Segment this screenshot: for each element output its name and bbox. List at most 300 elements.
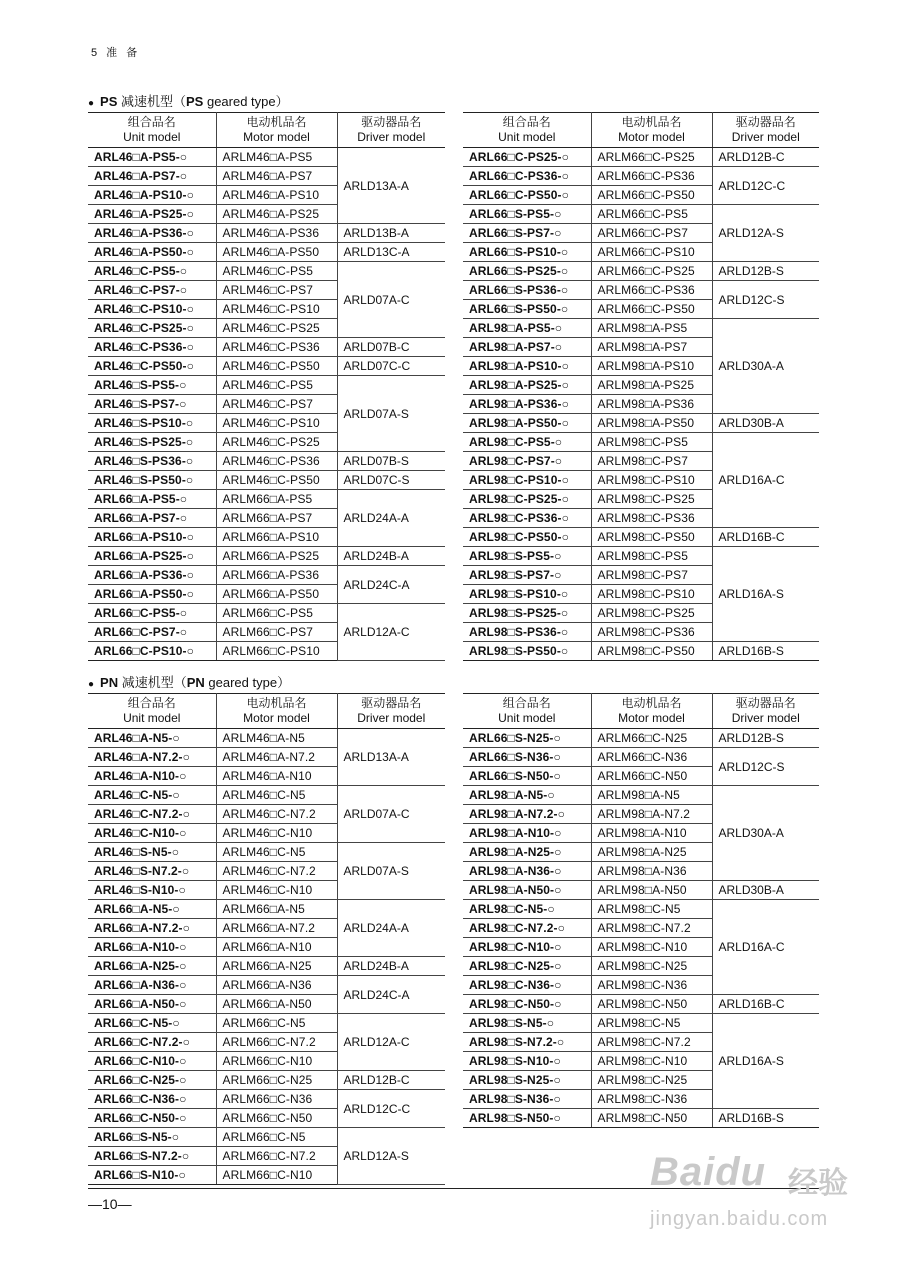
table-row [463,319,819,338]
driver-model-cell: ARLD07A-C [337,786,445,843]
driver-model-header-zh: 驱动器品名 [361,696,422,710]
table-row [463,748,819,767]
motor-model-cell: ARLM66□C-PS50 [591,300,712,319]
unit-model-cell: ARL66□C-PS25-○ [463,148,591,167]
motor-model-cell: ARLM46□C-N5 [216,786,337,805]
unit-model-cell: ARL66□C-N7.2-○ [88,1033,216,1052]
driver-model-header [712,113,819,148]
motor-model-cell: ARLM98□A-PS7 [591,338,712,357]
table-row [88,604,445,623]
motor-model-cell: ARLM98□C-N10 [591,1052,712,1071]
motor-model-cell: ARLM98□A-PS50 [591,414,712,433]
table-row [88,566,445,585]
unit-model-cell: ARL66□S-N5-○ [88,1128,216,1147]
motor-model-header [216,113,337,148]
motor-model-cell: ARLM98□A-PS5 [591,319,712,338]
motor-model-cell: ARLM66□C-PS36 [591,167,712,186]
motor-model-cell: ARLM98□C-PS25 [591,604,712,623]
motor-model-cell: ARLM98□A-N7.2 [591,805,712,824]
table-row [463,881,819,900]
unit-model-cell: ARL66□A-N25-○ [88,957,216,976]
unit-model-cell: ARL98□A-N50-○ [463,881,591,900]
unit-model-cell: ARL66□A-PS7-○ [88,509,216,528]
motor-model-cell: ARLM46□A-PS5 [216,148,337,167]
unit-model-cell: ARL66□S-PS50-○ [463,300,591,319]
unit-model-cell: ARL46□C-PS25-○ [88,319,216,338]
motor-model-cell: ARLM46□C-PS36 [216,452,337,471]
table-row [88,1128,445,1147]
unit-model-cell: ARL98□A-N36-○ [463,862,591,881]
motor-model-cell: ARLM66□C-N7.2 [216,1147,337,1166]
motor-model-cell: ARLM98□C-PS36 [591,509,712,528]
unit-model-cell: ARL98□C-PS36-○ [463,509,591,528]
motor-model-cell: ARLM46□A-PS10 [216,186,337,205]
unit-model-cell: ARL98□C-PS10-○ [463,471,591,490]
motor-model-cell: ARLM66□C-PS7 [216,623,337,642]
motor-model-cell: ARLM66□A-N7.2 [216,919,337,938]
motor-model-cell: ARLM98□A-N5 [591,786,712,805]
unit-model-cell: ARL66□C-N50-○ [88,1109,216,1128]
section-pn-suffix: geared type） [204,675,291,690]
unit-model-header [88,113,216,148]
motor-model-cell: ARLM46□A-PS50 [216,243,337,262]
unit-model-cell: ARL66□C-PS5-○ [88,604,216,623]
watermark-url: jingyan.baidu.com [650,1208,829,1230]
table-row [88,976,445,995]
motor-model-cell: ARLM66□C-N10 [216,1166,337,1185]
unit-model-cell: ARL66□A-PS10-○ [88,528,216,547]
motor-model-header-zh: 电动机品名 [246,696,307,710]
motor-model-cell: ARLM98□A-PS25 [591,376,712,395]
unit-model-cell: ARL66□S-PS5-○ [463,205,591,224]
unit-model-cell: ARL66□S-PS10-○ [463,243,591,262]
unit-model-cell: ARL46□C-N7.2-○ [88,805,216,824]
bullet-icon: ● [88,679,95,690]
motor-model-cell: ARLM98□C-N7.2 [591,1033,712,1052]
motor-model-header-zh: 电动机品名 [246,115,307,129]
driver-model-header [712,694,819,729]
unit-model-cell: ARL46□A-N5-○ [88,729,216,748]
motor-model-cell: ARLM46□C-N10 [216,824,337,843]
unit-model-cell: ARL66□C-PS7-○ [88,623,216,642]
driver-model-cell: ARLD07B-S [337,452,445,471]
section-ps-prefix: PS [100,94,118,109]
motor-model-cell: ARLM66□A-PS50 [216,585,337,604]
unit-model-cell: ARL98□C-N25-○ [463,957,591,976]
motor-model-cell: ARLM66□A-PS5 [216,490,337,509]
table-row [88,490,445,509]
driver-model-cell: ARLD30A-A [712,319,819,414]
driver-model-header-en: Driver model [731,130,800,144]
motor-model-cell: ARLM98□A-N36 [591,862,712,881]
motor-model-cell: ARLM98□C-N7.2 [591,919,712,938]
motor-model-cell: ARLM66□C-PS50 [591,186,712,205]
table-row [463,547,819,566]
motor-model-cell: ARLM98□C-PS36 [591,623,712,642]
motor-model-cell: ARLM46□C-PS25 [216,319,337,338]
motor-model-cell: ARLM66□C-PS25 [591,148,712,167]
motor-model-header-zh: 电动机品名 [621,696,682,710]
motor-model-cell: ARLM98□C-N10 [591,938,712,957]
motor-model-cell: ARLM98□C-N5 [591,1014,712,1033]
unit-model-cell: ARL66□S-N50-○ [463,767,591,786]
motor-model-header-en: Motor model [618,130,685,144]
motor-model-cell: ARLM98□A-N25 [591,843,712,862]
motor-model-cell: ARLM46□C-PS7 [216,281,337,300]
unit-model-cell: ARL98□A-PS10-○ [463,357,591,376]
unit-model-cell: ARL98□S-PS7-○ [463,566,591,585]
driver-model-cell: ARLD24A-A [337,900,445,957]
table-row [463,414,819,433]
unit-model-cell: ARL66□A-PS36-○ [88,566,216,585]
motor-model-cell: ARLM46□C-PS25 [216,433,337,452]
unit-model-cell: ARL46□S-N10-○ [88,881,216,900]
unit-model-cell: ARL98□S-N50-○ [463,1109,591,1128]
unit-model-header-zh: 组合品名 [502,115,551,129]
table-row [88,243,445,262]
section-pn-mid: 减速机型（ [118,675,187,690]
motor-model-header-en: Motor model [243,711,310,725]
motor-model-cell: ARLM46□C-PS50 [216,357,337,376]
unit-model-cell: ARL46□A-PS36-○ [88,224,216,243]
driver-model-cell: ARLD13A-A [337,148,445,224]
motor-model-cell: ARLM98□A-PS10 [591,357,712,376]
unit-model-cell: ARL98□C-N36-○ [463,976,591,995]
unit-model-cell: ARL98□A-PS36-○ [463,395,591,414]
motor-model-cell: ARLM98□C-PS7 [591,452,712,471]
motor-model-cell: ARLM46□C-PS36 [216,338,337,357]
baidu-watermark [620,1140,880,1260]
unit-model-header-en: Unit model [498,130,556,144]
motor-model-cell: ARLM66□C-PS7 [591,224,712,243]
motor-model-cell: ARLM66□C-N7.2 [216,1033,337,1052]
unit-model-cell: ARL46□S-N7.2-○ [88,862,216,881]
driver-model-header-en: Driver model [357,130,426,144]
motor-model-cell: ARLM46□A-N10 [216,767,337,786]
table-row [463,281,819,300]
unit-model-cell: ARL98□A-N25-○ [463,843,591,862]
table-row [463,642,819,661]
unit-model-cell: ARL66□C-N36-○ [88,1090,216,1109]
unit-model-cell: ARL46□A-N7.2-○ [88,748,216,767]
motor-model-cell: ARLM46□C-N7.2 [216,805,337,824]
motor-model-cell: ARLM98□C-PS10 [591,471,712,490]
table-row [463,995,819,1014]
unit-model-cell: ARL66□S-PS7-○ [463,224,591,243]
unit-model-cell: ARL98□C-N10-○ [463,938,591,957]
unit-model-cell: ARL98□A-PS7-○ [463,338,591,357]
driver-model-cell: ARLD07A-S [337,843,445,900]
unit-model-cell: ARL46□S-PS10-○ [88,414,216,433]
table-row [463,786,819,805]
motor-model-cell: ARLM66□C-N5 [216,1014,337,1033]
motor-model-cell: ARLM46□C-N7.2 [216,862,337,881]
unit-model-cell: ARL98□S-PS10-○ [463,585,591,604]
unit-model-cell: ARL46□C-PS5-○ [88,262,216,281]
driver-model-cell: ARLD12A-S [712,205,819,262]
unit-model-header-zh: 组合品名 [127,115,176,129]
driver-model-cell: ARLD12C-S [712,281,819,319]
unit-model-cell: ARL98□C-PS5-○ [463,433,591,452]
motor-model-cell: ARLM66□C-N5 [216,1128,337,1147]
table-row [463,1014,819,1033]
motor-model-cell: ARLM98□C-N5 [591,900,712,919]
unit-model-cell: ARL66□C-N10-○ [88,1052,216,1071]
motor-model-cell: ARLM46□C-PS5 [216,262,337,281]
driver-model-header-zh: 驱动器品名 [361,115,422,129]
driver-model-cell: ARLD16B-C [712,995,819,1014]
table-row [88,843,445,862]
table-row [463,433,819,452]
motor-model-cell: ARLM66□C-PS36 [591,281,712,300]
unit-model-cell: ARL66□A-PS5-○ [88,490,216,509]
table-row [463,148,819,167]
unit-model-cell: ARL66□A-N10-○ [88,938,216,957]
unit-model-cell: ARL66□A-N7.2-○ [88,919,216,938]
pn-table-right [463,693,819,1128]
section-title-ps [88,91,289,110]
motor-model-cell: ARLM98□C-N25 [591,1071,712,1090]
driver-model-cell: ARLD24B-A [337,957,445,976]
motor-model-cell: ARLM66□A-N25 [216,957,337,976]
unit-model-cell: ARL46□C-PS7-○ [88,281,216,300]
unit-model-cell: ARL46□C-PS36-○ [88,338,216,357]
motor-model-cell: ARLM66□A-PS36 [216,566,337,585]
motor-model-cell: ARLM98□A-N10 [591,824,712,843]
driver-model-header [337,113,445,148]
motor-model-cell: ARLM98□A-N50 [591,881,712,900]
table-row [88,338,445,357]
pn-table-left [88,693,445,1185]
unit-model-cell: ARL66□C-PS50-○ [463,186,591,205]
table-row [463,729,819,748]
table-row [88,900,445,919]
watermark-brand: Baidu [650,1150,767,1194]
unit-model-cell: ARL98□C-N5-○ [463,900,591,919]
driver-model-cell: ARLD12A-C [337,604,445,661]
motor-model-cell: ARLM66□C-N25 [591,729,712,748]
unit-model-cell: ARL98□C-N50-○ [463,995,591,1014]
driver-model-cell: ARLD12A-S [337,1128,445,1185]
table-row [88,786,445,805]
motor-model-cell: ARLM66□C-N36 [591,748,712,767]
driver-model-cell: ARLD07C-S [337,471,445,490]
table-row [463,262,819,281]
table-row [88,1090,445,1109]
unit-model-cell: ARL98□S-PS50-○ [463,642,591,661]
driver-model-cell: ARLD16B-S [712,642,819,661]
driver-model-cell: ARLD07C-C [337,357,445,376]
unit-model-cell: ARL66□S-N10-○ [88,1166,216,1185]
motor-model-cell: ARLM66□C-PS5 [591,205,712,224]
unit-model-cell: ARL46□C-PS50-○ [88,357,216,376]
table-row [463,1109,819,1128]
driver-model-cell: ARLD16A-C [712,900,819,995]
unit-model-cell: ARL98□S-PS5-○ [463,547,591,566]
unit-model-cell: ARL98□S-N5-○ [463,1014,591,1033]
unit-model-cell: ARL66□C-N25-○ [88,1071,216,1090]
unit-model-cell: ARL46□A-PS10-○ [88,186,216,205]
unit-model-cell: ARL98□S-N10-○ [463,1052,591,1071]
table-row [88,957,445,976]
unit-model-header-zh: 组合品名 [127,696,176,710]
driver-model-cell: ARLD24B-A [337,547,445,566]
motor-model-cell: ARLM46□C-PS50 [216,471,337,490]
driver-model-cell: ARLD12B-C [337,1071,445,1090]
motor-model-cell: ARLM98□A-PS36 [591,395,712,414]
driver-model-cell: ARLD12C-C [337,1090,445,1128]
motor-model-header [591,694,712,729]
unit-model-cell: ARL98□S-N36-○ [463,1090,591,1109]
table-row [463,167,819,186]
section-ps-bold2: PS [186,94,204,109]
motor-model-cell: ARLM66□C-PS5 [216,604,337,623]
motor-model-header-zh: 电动机品名 [621,115,682,129]
motor-model-cell: ARLM98□C-N36 [591,1090,712,1109]
motor-model-cell: ARLM98□C-PS5 [591,547,712,566]
motor-model-cell: ARLM66□C-N36 [216,1090,337,1109]
motor-model-cell: ARLM98□C-N36 [591,976,712,995]
unit-model-header [463,694,591,729]
motor-model-cell: ARLM98□C-N50 [591,1109,712,1128]
chapter-header: 5 准 备 [91,47,141,59]
motor-model-cell: ARLM66□C-N50 [591,767,712,786]
unit-model-cell: ARL66□S-N36-○ [463,748,591,767]
unit-model-cell: ARL46□S-PS25-○ [88,433,216,452]
driver-model-cell: ARLD12B-S [712,729,819,748]
unit-model-cell: ARL98□C-PS50-○ [463,528,591,547]
motor-model-cell: ARLM66□A-PS10 [216,528,337,547]
driver-model-cell: ARLD07B-C [337,338,445,357]
unit-model-cell: ARL66□S-PS36-○ [463,281,591,300]
motor-model-cell: ARLM46□C-PS10 [216,414,337,433]
driver-model-header-zh: 驱动器品名 [735,696,796,710]
motor-model-cell: ARLM66□A-PS7 [216,509,337,528]
unit-model-header-en: Unit model [123,711,181,725]
unit-model-cell: ARL46□C-N10-○ [88,824,216,843]
unit-model-cell: ARL66□S-PS25-○ [463,262,591,281]
motor-model-cell: ARLM66□A-N5 [216,900,337,919]
section-ps-mid: 减速机型（ [117,94,187,109]
unit-model-cell: ARL98□S-N7.2-○ [463,1033,591,1052]
unit-model-cell: ARL46□C-N5-○ [88,786,216,805]
unit-model-cell: ARL46□S-PS36-○ [88,452,216,471]
motor-model-cell: ARLM98□C-PS7 [591,566,712,585]
motor-model-cell: ARLM98□C-PS10 [591,585,712,604]
watermark-jingyan: 经验 [788,1167,848,1200]
section-ps-suffix: geared type） [203,94,289,109]
motor-model-cell: ARLM66□C-PS25 [591,262,712,281]
motor-model-cell: ARLM98□C-PS50 [591,642,712,661]
driver-model-cell: ARLD24C-A [337,566,445,604]
unit-model-cell: ARL46□A-PS50-○ [88,243,216,262]
unit-model-cell: ARL98□A-N10-○ [463,824,591,843]
unit-model-cell: ARL98□S-PS36-○ [463,623,591,642]
unit-model-header [463,113,591,148]
driver-model-cell: ARLD13A-A [337,729,445,786]
unit-model-cell: ARL46□A-PS25-○ [88,205,216,224]
unit-model-cell: ARL46□S-PS50-○ [88,471,216,490]
driver-model-cell: ARLD13C-A [337,243,445,262]
driver-model-header-en: Driver model [357,711,426,725]
table-row [88,1071,445,1090]
driver-model-cell: ARLD16A-C [712,433,819,528]
unit-model-cell: ARL66□C-PS10-○ [88,642,216,661]
unit-model-cell: ARL46□S-PS5-○ [88,376,216,395]
driver-model-cell: ARLD13B-A [337,224,445,243]
motor-model-cell: ARLM46□A-N7.2 [216,748,337,767]
motor-model-cell: ARLM98□C-PS25 [591,490,712,509]
motor-model-cell: ARLM66□A-N50 [216,995,337,1014]
motor-model-cell: ARLM66□A-N10 [216,938,337,957]
table-row [88,148,445,167]
driver-model-cell: ARLD16B-C [712,528,819,547]
unit-model-cell: ARL98□A-PS5-○ [463,319,591,338]
unit-model-cell: ARL46□A-N10-○ [88,767,216,786]
unit-model-cell: ARL98□S-N25-○ [463,1071,591,1090]
unit-model-cell: ARL46□S-N5-○ [88,843,216,862]
unit-model-header-en: Unit model [498,711,556,725]
driver-model-cell: ARLD24C-A [337,976,445,1014]
motor-model-header [216,694,337,729]
motor-model-cell: ARLM46□A-N5 [216,729,337,748]
unit-model-header-zh: 组合品名 [502,696,551,710]
unit-model-cell: ARL46□A-PS7-○ [88,167,216,186]
motor-model-cell: ARLM66□C-PS10 [216,642,337,661]
unit-model-cell: ARL66□A-N50-○ [88,995,216,1014]
unit-model-cell: ARL66□C-PS36-○ [463,167,591,186]
table-row [88,547,445,566]
motor-model-cell: ARLM98□C-N25 [591,957,712,976]
unit-model-cell: ARL98□C-N7.2-○ [463,919,591,938]
table-row [463,205,819,224]
motor-model-cell: ARLM66□A-N36 [216,976,337,995]
motor-model-cell: ARLM98□C-PS50 [591,528,712,547]
motor-model-cell: ARLM46□A-PS36 [216,224,337,243]
driver-model-cell: ARLD16A-S [712,547,819,642]
motor-model-cell: ARLM46□C-PS7 [216,395,337,414]
table-row [463,528,819,547]
unit-model-cell: ARL66□A-PS50-○ [88,585,216,604]
motor-model-cell: ARLM46□C-N10 [216,881,337,900]
motor-model-header [591,113,712,148]
section-pn-bold2: PN [186,675,205,690]
unit-model-cell: ARL66□A-N36-○ [88,976,216,995]
unit-model-cell: ARL66□C-N5-○ [88,1014,216,1033]
motor-model-cell: ARLM46□C-N5 [216,843,337,862]
driver-model-header-en: Driver model [731,711,800,725]
unit-model-cell: ARL66□S-N25-○ [463,729,591,748]
table-row [463,900,819,919]
ps-table-left [88,112,445,661]
driver-model-cell: ARLD12B-S [712,262,819,281]
table-row [88,224,445,243]
motor-model-cell: ARLM98□C-PS5 [591,433,712,452]
unit-model-header-en: Unit model [123,130,181,144]
driver-model-cell: ARLD12B-C [712,148,819,167]
motor-model-cell: ARLM98□C-N50 [591,995,712,1014]
unit-model-cell: ARL46□C-PS10-○ [88,300,216,319]
driver-model-cell: ARLD30A-A [712,786,819,881]
unit-model-cell: ARL66□A-PS25-○ [88,547,216,566]
motor-model-cell: ARLM66□C-N25 [216,1071,337,1090]
motor-model-cell: ARLM46□A-PS7 [216,167,337,186]
table-row [88,262,445,281]
unit-model-cell: ARL98□A-PS50-○ [463,414,591,433]
driver-model-header-zh: 驱动器品名 [735,115,796,129]
motor-model-cell: ARLM66□C-N50 [216,1109,337,1128]
section-pn-prefix: PN [100,675,119,690]
